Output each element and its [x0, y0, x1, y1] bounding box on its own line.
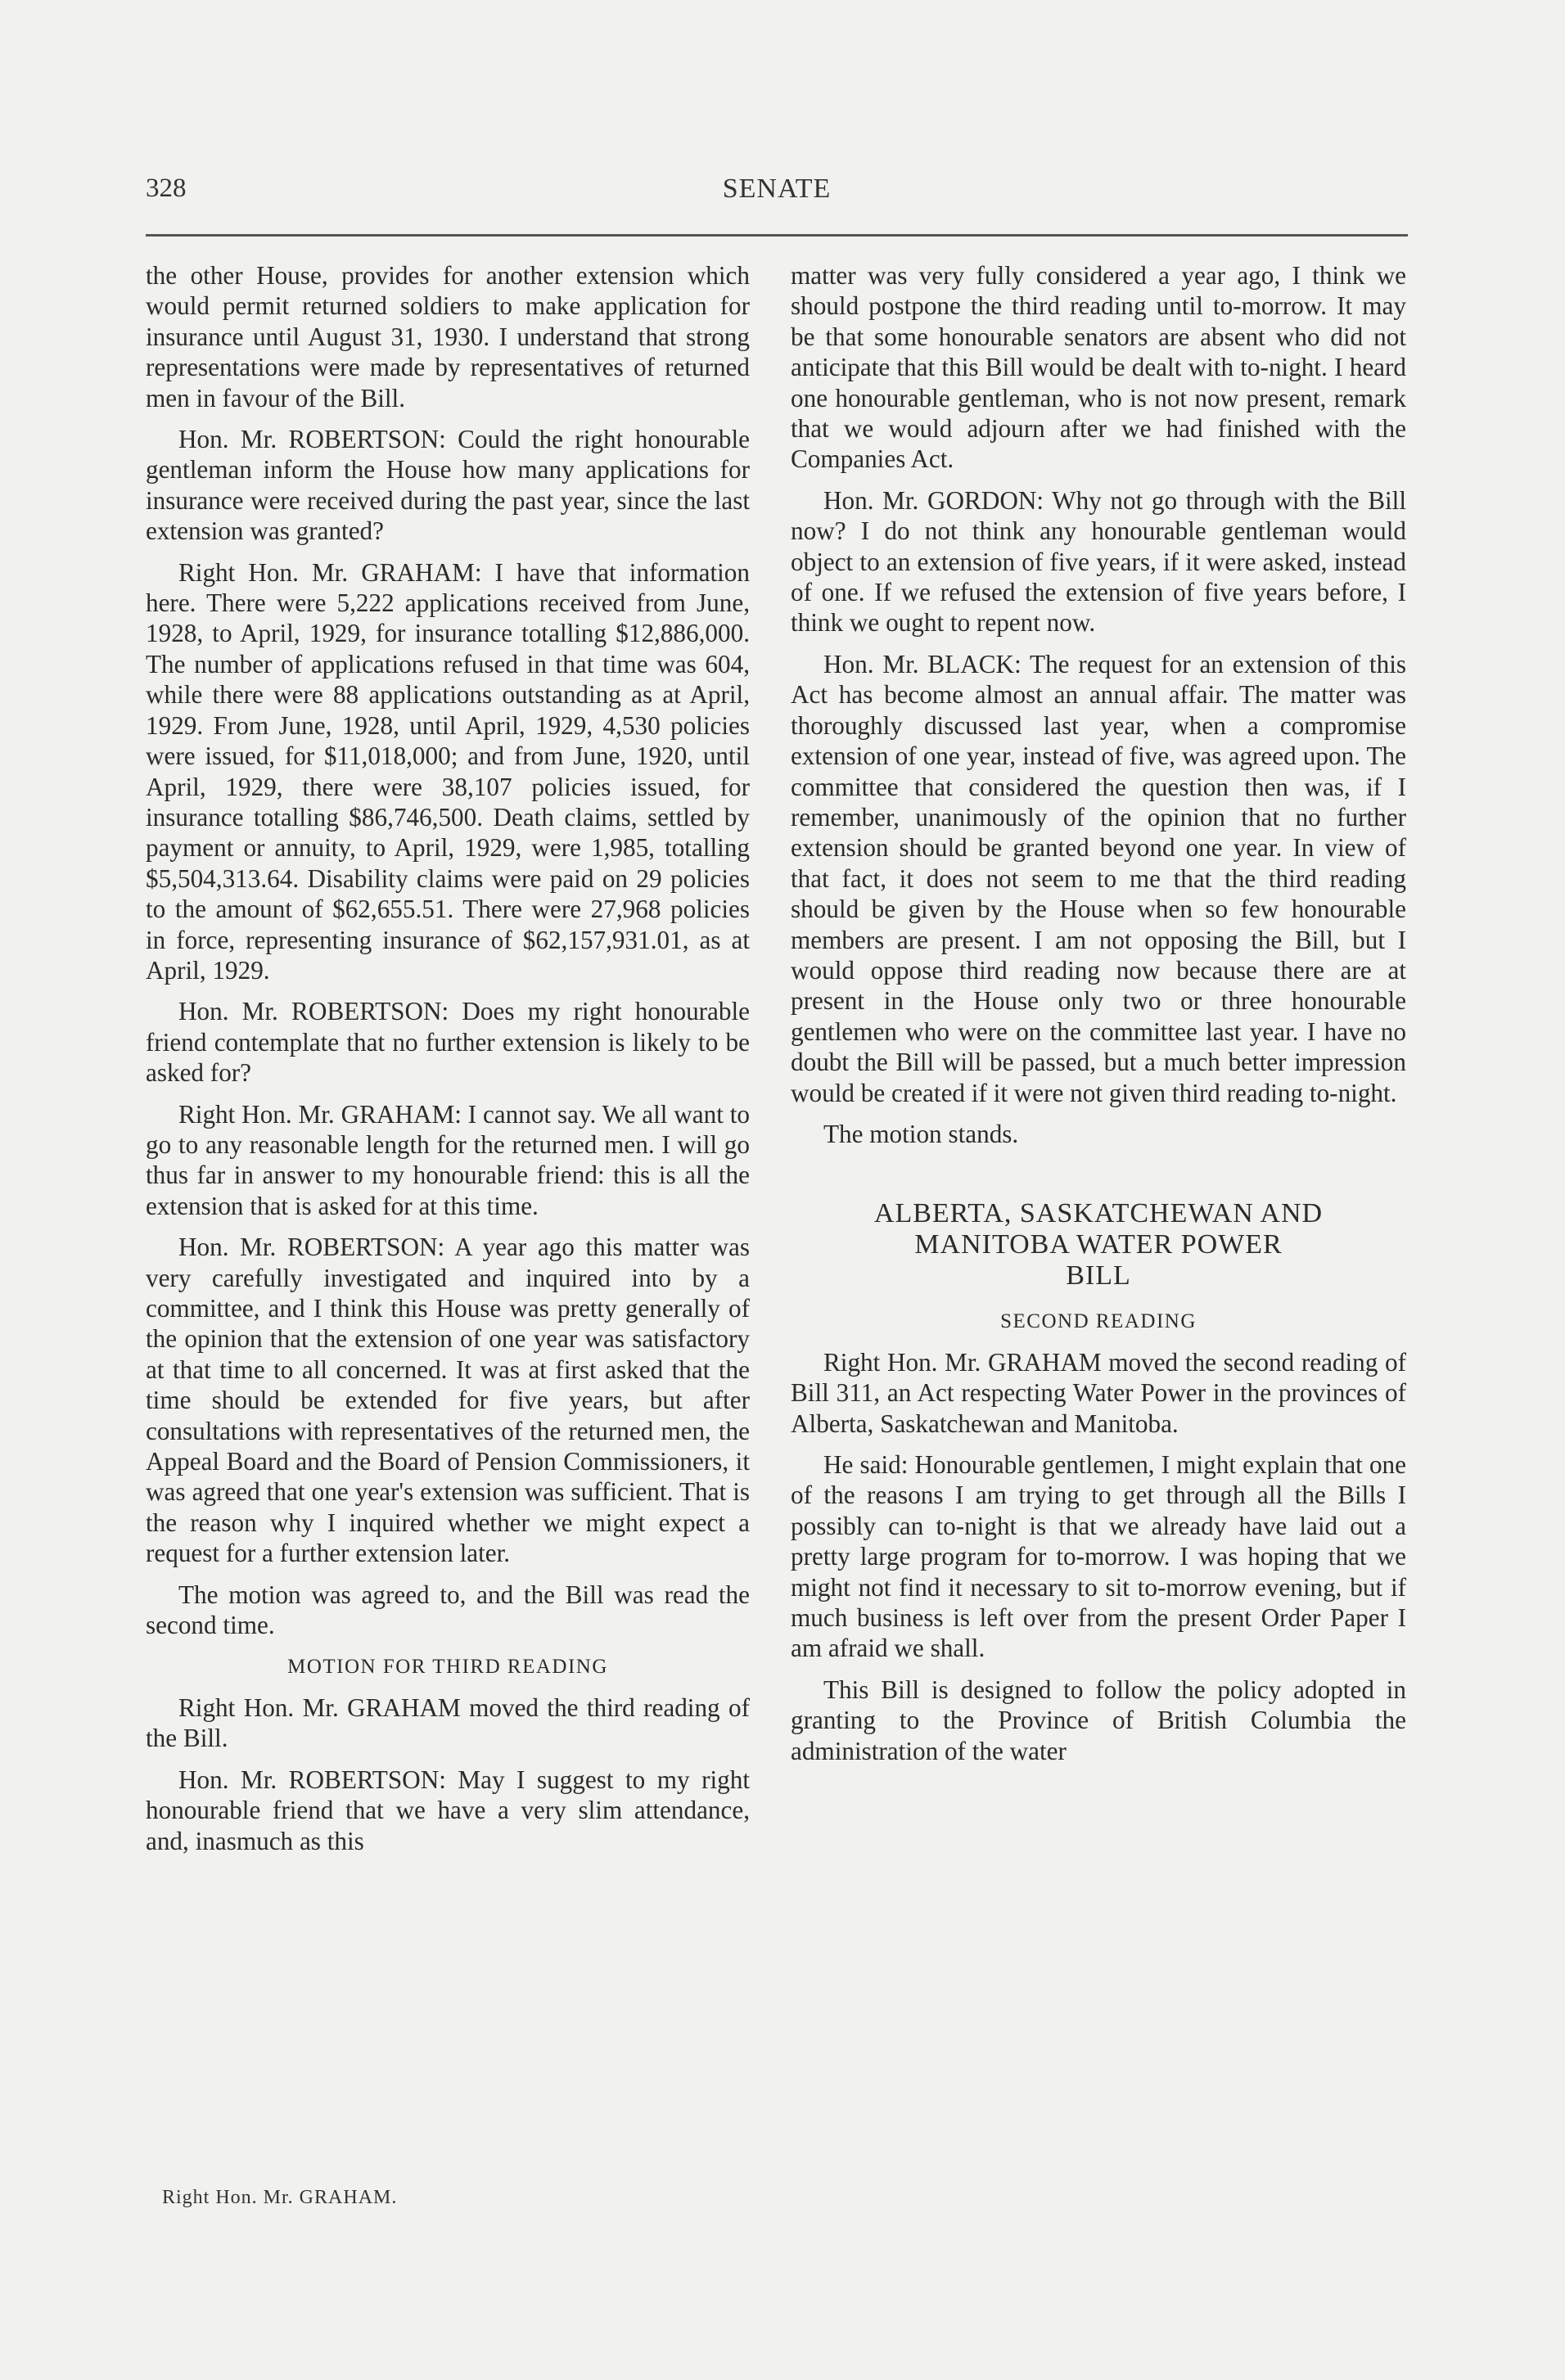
paragraph: Hon. Mr. ROBERTSON: Could the right honourable gentleman inform the House how many applications for insurance were received during the past year, since the last extension was granted?	[146, 425, 750, 546]
paragraph: matter was very fully considered a year ago, I think we should postpone the third reading until to-morrow. It may be that some honourable senators are absent who did not anticipate that this Bill would be dealt with to-night. I heard one honourable gentleman, who is not now present, remark that we would adjourn after we had finished with the Companies Act.	[791, 261, 1406, 474]
running-head: SENATE	[722, 174, 832, 204]
subheading: SECOND READING	[1000, 1310, 1197, 1333]
section-title-line: BILL	[1066, 1260, 1131, 1291]
paragraph: He said: Honourable gentlemen, I might explain that one of the reasons I am trying to get through all the Bills I possibly can to-night is that we already have laid out a pretty large program for to-morrow. I was hoping that we might not find it necessary to sit to-morrow evening, but if much business is left over from the present Order Paper I am afraid we shall.	[791, 1450, 1406, 1663]
subheading: MOTION FOR THIRD READING	[287, 1656, 608, 1679]
paragraph: Hon. Mr. ROBERTSON: Does my right honourable friend contemplate that no further extension is likely to be asked for?	[146, 997, 750, 1088]
paragraph: Hon. Mr. ROBERTSON: A year ago this matter was very carefully investigated and inquired into by a committee, and I think this House was pretty generally of the opinion that the extension of one year was satisfactory at that time to all concerned. It was at first asked that the time should be extended for five years, but after consultations with representatives of the returned men, the Appeal Board and the Board of Pension Commissioners, it was agreed that one year's extension was sufficient. That is the reason why I inquired whether we might expect a request for a further extension later.	[146, 1233, 750, 1568]
paragraph: The motion was agreed to, and the Bill was read the second time.	[146, 1580, 750, 1640]
paragraph: Hon. Mr. BLACK: The request for an extension of this Act has become almost an annual affair. The matter was thoroughly discussed last year, when a compromise extension of one year, instead of five, was agreed upon. The committee that considered the question then was, if I remember, unanimously of the opinion that no further extension should be granted beyond one year. In view of that fact, it does not seem to me that the third reading should be given by the House when so few honourable members are present. I am not opposing the Bill, but I would oppose third reading now because there are at present in the House only two or three honourable gentlemen who were on the committee last year. I have no doubt the Bill will be passed, but a much better impression would be created if it were not given third reading to-night.	[791, 649, 1406, 1107]
footer-signature: Right Hon. Mr. GRAHAM.	[162, 2187, 398, 2208]
page-header	[146, 174, 1408, 214]
paragraph: Right Hon. Mr. GRAHAM: I have that information here. There were 5,222 applications received from June, 1928, to April, 1929, for insurance totalling $12,886,000. The number of applications refused in that time was 604, while there were 88 applications outstanding as at April, 1929. From June, 1928, until April, 1929, 4,530 policies were issued, for $11,018,000; and from June, 1920, until April, 1929, there were 38,107 policies issued, for insurance totalling $86,746,500. Death claims, settled by payment or annuity, to April, 1929, were 1,985, totalling $5,504,313.64. Disability claims were paid on 29 policies to the amount of $62,655.51. There were 27,968 policies in force, representing insurance of $62,157,931.01, as at April, 1929.	[146, 557, 750, 985]
paragraph: Hon. Mr. ROBERTSON: May I suggest to my right honourable friend that we have a very slim attendance, and, inasmuch as this	[146, 1765, 750, 1855]
paragraph: Right Hon. Mr. GRAHAM moved the second reading of Bill 311, an Act respecting Water Power in the provinces of Alberta, Saskatchewan and Manitoba.	[791, 1347, 1406, 1438]
left-column	[146, 260, 750, 1867]
paragraph: Right Hon. Mr. GRAHAM: I cannot say. We all want to go to any reasonable length for the returned men. I will go thus far in answer to my honourable friend: this is all the extension that is asked for at this time.	[146, 1099, 750, 1220]
section-title	[791, 1198, 1406, 1291]
page-number: 328	[146, 174, 187, 203]
section-title-line: MANITOBA WATER POWER	[914, 1229, 1283, 1260]
right-column	[791, 260, 1406, 1777]
paragraph: Hon. Mr. GORDON: Why not go through with the Bill now? I do not think any honourable gentleman would object to an extension of five years, if it were asked, instead of one. If we refused the extension of five years before, I think we ought to repent now.	[791, 485, 1406, 638]
section-title-line: ALBERTA, SASKATCHEWAN AND	[873, 1198, 1324, 1229]
paragraph: the other House, provides for another extension which would permit returned soldiers to make application for insurance until August 31, 1930. I understand that strong representations were made by representatives of returned men in favour of the Bill.	[146, 261, 750, 412]
paragraph: Right Hon. Mr. GRAHAM moved the third reading of the Bill.	[146, 1693, 750, 1753]
paragraph: This Bill is designed to follow the policy adopted in granting to the Province of British Columbia the administration of the water	[791, 1675, 1406, 1765]
header-rule	[146, 234, 1408, 237]
paragraph: The motion stands.	[823, 1119, 1019, 1148]
